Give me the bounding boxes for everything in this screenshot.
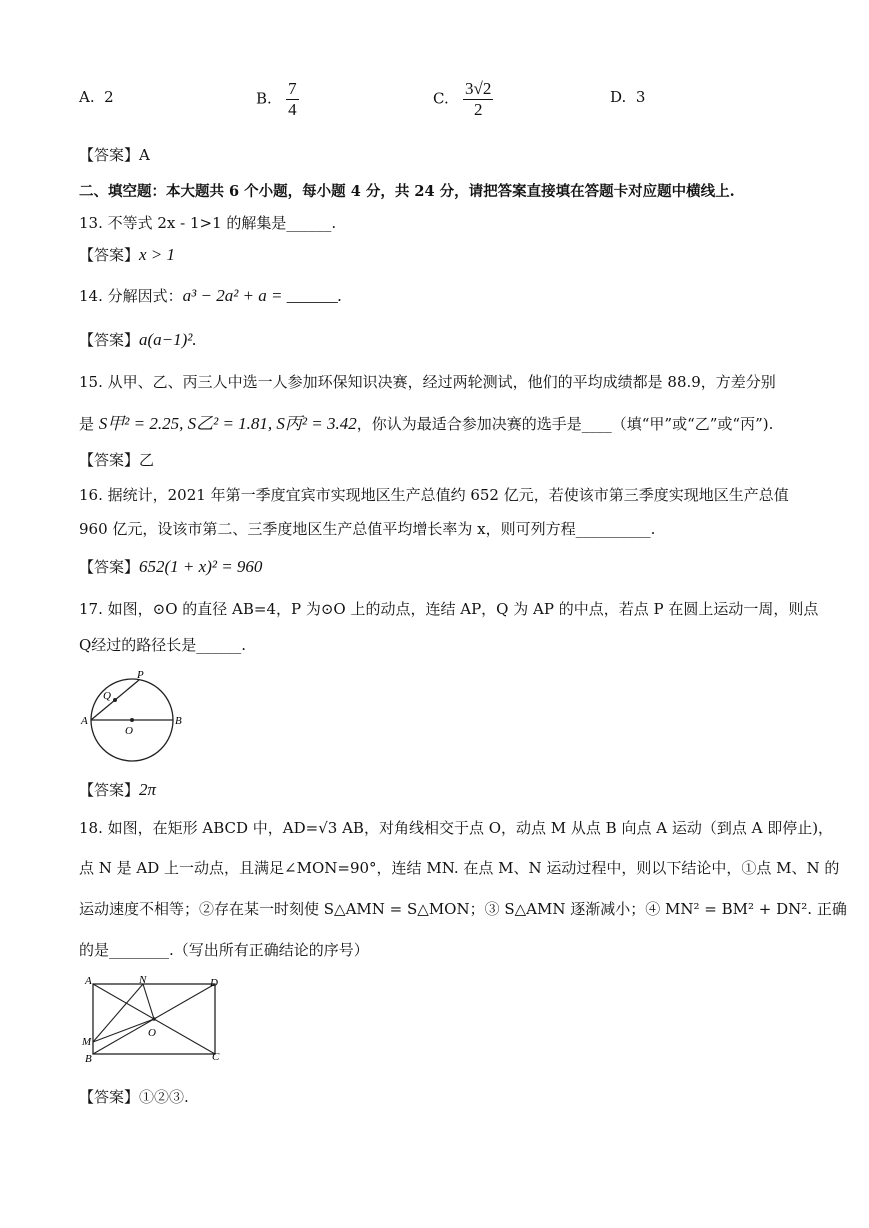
answer-18: 【答案】①②③. — [79, 1088, 189, 1106]
question-14: 14. 分解因式：a³ − 2a² + a = ______. — [79, 286, 342, 305]
answer-16: 【答案】652(1 + x)² = 960 — [79, 557, 263, 576]
label-b: B — [85, 1053, 92, 1064]
question-17-line2: Q经过的路径长是______. — [79, 636, 247, 654]
question-15-math: S甲² = 2.25, S乙² = 1.81, S丙² = 3.42 — [98, 414, 357, 433]
point-o — [130, 718, 134, 722]
question-15-line2: 是 S甲² = 2.25, S乙² = 1.81, S丙² = 3.42，你认为最适合参加决赛的选手是____（填“甲”或“乙”或“丙”). — [79, 414, 774, 433]
label-p: P — [137, 669, 144, 681]
answer-16-math: 652(1 + x)² = 960 — [139, 557, 263, 576]
label-m: M — [82, 1036, 92, 1048]
answer-14: 【答案】a(a−1)². — [79, 330, 197, 349]
option-a-label: A. — [79, 88, 95, 106]
option-b-fraction: $\frac{7}{4}$ — [288, 79, 297, 119]
answer-15: 【答案】乙 — [79, 451, 155, 469]
label-n: N — [139, 974, 147, 986]
answer-14-math: a(a−1)². — [139, 330, 197, 349]
label-d: D — [210, 977, 218, 989]
option-d-label: D. — [610, 88, 627, 106]
segment-om — [93, 1019, 154, 1042]
section-heading: 二、填空题：本大题共 6 个小题，每小题 4 分，共 24 分，请把答案直接填在答题卡对应题中横线上. — [79, 183, 735, 200]
question-18-line4: 的是________.（写出所有正确结论的序号） — [79, 941, 369, 959]
segment-mn — [93, 984, 143, 1042]
label-q: Q — [103, 690, 111, 702]
label-o: O — [148, 1027, 156, 1039]
answer-12: 【答案】A — [79, 146, 150, 164]
point-o-center — [152, 1017, 156, 1021]
label-o: O — [125, 725, 133, 737]
question-18-line2: 点 N 是 AD 上一动点，且满足∠MON=90°，连结 MN. 在点 M、N 运动过程中，则以下结论中，①点 M、N 的 — [79, 859, 840, 877]
answer-17: 【答案】2π — [79, 780, 157, 799]
answer-13-math: x > 1 — [139, 245, 176, 264]
option-b-label: B. — [256, 89, 272, 108]
option-c — [433, 79, 493, 120]
question-14-math: a³ − 2a² + a = ______. — [182, 286, 342, 305]
question-17-line1: 17. 如图，⊙O 的直径 AB=4，P 为⊙O 上的动点，连结 AP，Q 为 AP 的中点，若点 P 在圆上运动一周，则点 — [79, 600, 819, 618]
question-18-line3: 运动速度不相等；②存在某一时刻使 S△AMN = S△MON；③ S△AMN 逐渐减小；④ MN² = BM² + DN². 正确 — [79, 900, 847, 918]
circle-diagram — [79, 666, 189, 766]
option-d-value: 3 — [635, 88, 646, 106]
question-16-line1: 16. 据统计，2021 年第一季度宜宾市实现地区生产总值约 652 亿元，若使该市第三季度实现地区生产总值 — [79, 486, 789, 504]
answer-17-math: 2π — [139, 780, 157, 799]
question-18-line1: 18. 如图，在矩形 ABCD 中，AD=√3 AB，对角线相交于点 O，动点 M 从点 B 向点 A 运动（到点 A 即停止)， — [79, 819, 834, 837]
question-16-line2: 960 亿元，设该市第二、三季度地区生产总值平均增长率为 x，则可列方程__________. — [79, 520, 656, 538]
question-15-line1: 15. 从甲、乙、丙三人中选一人参加环保知识决赛，经过两轮测试，他们的平均成绩都是 88.9，方差分别 — [79, 373, 776, 391]
label-a: A — [85, 975, 92, 987]
option-d — [610, 88, 645, 106]
answer-13: 【答案】x > 1 — [79, 245, 176, 264]
option-b — [256, 79, 299, 120]
option-a — [79, 88, 114, 106]
label-a: A — [81, 715, 88, 727]
option-a-value: 2 — [104, 88, 114, 106]
option-c-label: C. — [433, 89, 449, 108]
option-c-fraction: $\frac{3√2}{2}$ — [465, 79, 492, 119]
point-q — [113, 698, 117, 702]
question-13: 13. 不等式 2x - 1>1 的解集是______. — [79, 214, 337, 232]
rectangle-diagram — [79, 974, 229, 1064]
label-b: B — [175, 715, 182, 727]
label-c: C — [212, 1051, 220, 1063]
